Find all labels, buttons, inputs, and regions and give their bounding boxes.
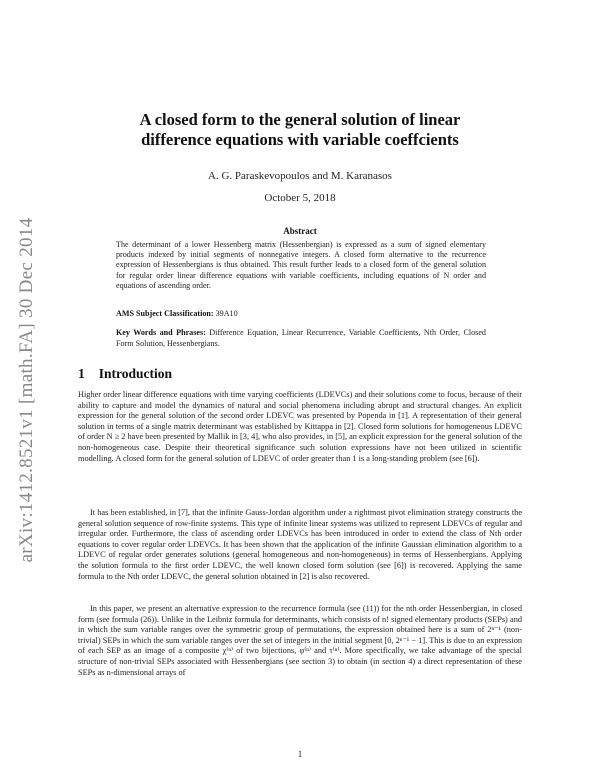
paper-title	[100, 110, 500, 150]
title-line-1: A closed form to the general solution of linear	[139, 110, 461, 129]
abstract-heading: Abstract	[283, 226, 317, 236]
arxiv-id[interactable]: arXiv:1412.8521v1 [math.FA] 30 Dec 2014	[16, 217, 37, 563]
title-line-2: difference equations with variable coeffcients	[141, 130, 459, 149]
paragraph-1	[78, 390, 522, 464]
paragraph-3-text: In this paper, we present an alternative expression to the recurrence formula (see (11)) for the nth order Hessenbergian, in closed form (see formula (26)). Unlike in the Leibniz formula for determinants, which consists of n! signed elementary products (SEPs) and in which the sum variable ranges over the symmetric group of permutations, the expression obtained here is a sum of 2ⁿ⁻¹ (non-trivial) SEPs in which the sum variable ranges over the set of integers in the initial segment [0, 2ⁿ⁻¹ − 1]. This is due to an expression of each SEP as an image of a composite χ⁽ⁿ⁾ of two bijections, φ⁽ⁿ⁾ and τ⁽ⁿ⁾. More specifically, we take advantage of the special structure of non-trivial SEPs associated with Hessenbergians (see section 3) to obtain (in section 4) a direct representation of these SEPs as n-dimensional arrays of	[78, 604, 522, 677]
ams-classification	[116, 309, 486, 318]
date: October 5, 2018	[264, 192, 336, 204]
paragraph-2	[78, 508, 522, 582]
paragraph-3	[78, 604, 522, 678]
keywords	[116, 328, 486, 349]
ams-label: AMS Subject Classification:	[116, 309, 214, 318]
keywords-value: Difference Equation, Linear Recurrence, Variable Coefficients, Nth Order, Closed Form Solution, Hessenbergians.	[116, 328, 486, 348]
page-number: 1	[297, 749, 303, 759]
section-number: 1	[78, 366, 85, 381]
section-heading	[78, 366, 172, 382]
section-title: Introduction	[98, 366, 173, 381]
ams-value: 39A10	[215, 309, 238, 318]
abstract-text: The determinant of a lower Hessenberg matrix (Hessenbergian) is expressed as a sum of signed elementary products indexed by initial segments of nonnegative integers. A closed form alternative to the recurrence expression of Hessenbergians is thus obtained. This result further leads to a closed form of the general solution for regular order linear difference equations with variable coefficients, including equations of N order and equations of ascending order.	[116, 240, 486, 290]
paragraph-2-text: It has been established, in [7], that the infinite Gauss-Jordan algorithm under a rightmost pivot elimination strategy constructs the general solution sequence of row-finite systems. This type of infinite linear systems was utilized to represent LDEVCs of regular and irregular order. Furthermore, the class of ascending order LDEVCs has been introduced in order to extend the class of Nth order equations to cover regular order LDEVCs. It has been shown that the application of the infinite Gaussian elimination algorithm to a LDEVC of regular order generates solutions (general homogeneous and non-homogeneous) in terms of Hessenbergians. Applying the solution formula to the first order LDEVC, the well known closed form solution (see [6]) is recovered. Applying the same formula to the Nth order LDEVC, the general solution obtained in [2] is also recovered.	[78, 508, 522, 581]
arxiv-stamp	[12, 180, 42, 600]
paragraph-1-text: Higher order linear difference equations with time varying coefficients (LDEVCs) and their solutions come to focus, because of their ability to capture and model the dynamics of natural and social phenomena including abrupt and structural changes. An explicit expression for the general solution of the second order LDEVC was presented by Popenda in [1]. A representation of their general solution in terms of a single matrix determinant was established by Kittappa in [2]. Closed form solutions for homogeneous LDEVC of order N ≥ 2 have been presented by Mallik in [3, 4], who also provides, in [5], an explicit expression for the general solution of the non-homogeneous case. Despite their theoretical significance such solution expressions have not been utilized in scientific modelling. A closed form for the general solution of LDEVC of order greater than 1 is a long-standing problem (see [6]).	[78, 390, 522, 463]
keywords-label: Key Words and Phrases:	[116, 328, 206, 337]
authors: A. G. Paraskevopoulos and M. Karanasos	[208, 170, 392, 182]
